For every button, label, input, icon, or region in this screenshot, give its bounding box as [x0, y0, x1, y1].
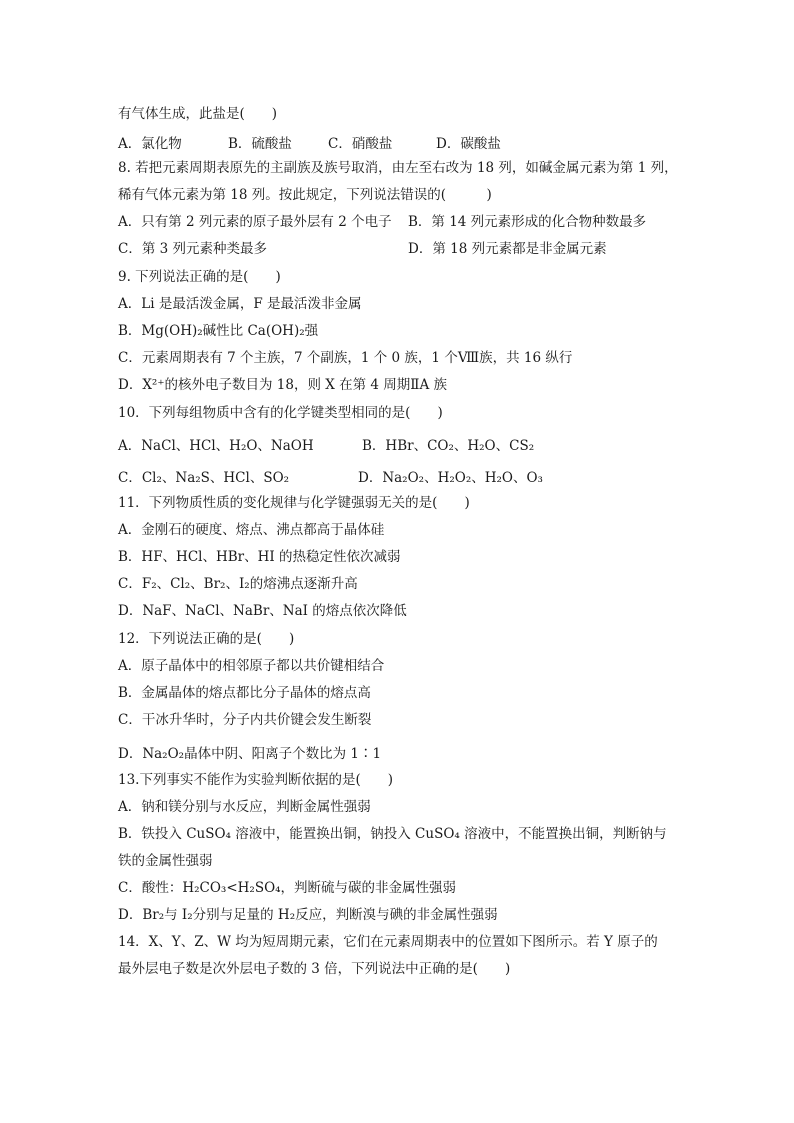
q7-option-a: A．氯化物: [118, 136, 182, 152]
q9-option-a: A．Li 是最活泼金属，F 是最活泼非金属: [118, 296, 362, 312]
q9-option-d: D．X²⁺的核外电子数目为 18，则 X 在第 4 周期ⅡA 族: [118, 377, 448, 393]
q11-option-a: A．金刚石的硬度、熔点、沸点都高于晶体硅: [118, 522, 385, 538]
q7-option-b: B．硫酸盐: [228, 136, 292, 152]
q14-stem-line1: 14．X、Y、Z、W 均为短周期元素，它们在元素周期表中的位置如下图所示。若 Y 原子的: [118, 934, 658, 950]
q13-option-c: C．酸性：H₂CO₃<H₂SO₄，判断硫与碳的非金属性强弱: [118, 880, 457, 896]
q11-stem: 11．下列物质性质的变化规律与化学键强弱无关的是( ): [118, 495, 470, 511]
q13-option-b-line2: 铁的金属性强弱: [118, 853, 213, 869]
q10-option-d: D．Na₂O₂、H₂O₂、H₂O、O₃: [358, 470, 543, 486]
q10-option-c: C．Cl₂、Na₂S、HCl、SO₂: [118, 470, 290, 486]
q8-option-d: D．第 18 列元素都是非金属元素: [408, 241, 607, 257]
q10-option-a: A．NaCl、HCl、H₂O、NaOH: [118, 438, 314, 454]
q8-option-b: B．第 14 列元素形成的化合物种数最多: [408, 214, 647, 230]
q7-option-d: D．碳酸盐: [436, 136, 501, 152]
q13-option-b-line1: B．铁投入 CuSO₄ 溶液中，能置换出铜，钠投入 CuSO₄ 溶液中，不能置换出铜，判断钠与: [118, 826, 667, 842]
q14-stem-line2: 最外层电子数是次外层电子数的 3 倍，下列说法中正确的是( ): [118, 961, 511, 977]
q13-option-d: D．Br₂与 I₂分别与足量的 H₂反应，判断溴与碘的非金属性强弱: [118, 907, 498, 923]
q12-option-d: D．Na₂O₂晶体中阴、阳离子个数比为 1∶1: [118, 746, 382, 762]
q11-option-b: B．HF、HCl、HBr、HI 的热稳定性依次减弱: [118, 549, 401, 565]
q12-option-c: C．干冰升华时，分子内共价键会发生断裂: [118, 712, 372, 728]
q12-option-a: A．原子晶体中的相邻原子都以共价键相结合: [118, 658, 385, 674]
q13-stem: 13.下列事实不能作为实验判断依据的是( ): [118, 772, 394, 788]
q7-option-c: C．硝酸盐: [328, 136, 393, 152]
q10-option-b: B．HBr、CO₂、H₂O、CS₂: [362, 438, 535, 454]
q13-option-a: A．钠和镁分别与水反应，判断金属性强弱: [118, 799, 371, 815]
q8-option-a: A．只有第 2 列元素的原子最外层有 2 个电子: [118, 214, 392, 230]
q7-tail: 有气体生成，此盐是( ): [118, 106, 278, 122]
q11-option-d: D．NaF、NaCl、NaBr、NaI 的熔点依次降低: [118, 603, 407, 619]
q12-option-b: B．金属晶体的熔点都比分子晶体的熔点高: [118, 685, 371, 701]
q8-stem-line1: 8. 若把元素周期表原先的主副族及族号取消，由左至右改为 18 列，如碱金属元素为第 1 列，: [118, 160, 678, 176]
q9-option-c: C．元素周期表有 7 个主族，7 个副族，1 个 0 族，1 个Ⅷ族，共 16 纵行: [118, 350, 573, 366]
q8-option-c: C．第 3 列元素种类最多: [118, 241, 268, 257]
q8-stem-line2: 稀有气体元素为第 18 列。按此规定，下列说法错误的( ): [118, 187, 492, 203]
q11-option-c: C．F₂、Cl₂、Br₂、I₂的熔沸点逐渐升高: [118, 576, 358, 592]
q9-stem: 9. 下列说法正确的是( ): [118, 269, 281, 285]
q12-stem: 12．下列说法正确的是( ): [118, 631, 295, 647]
q9-option-b: B．Mg(OH)₂碱性比 Ca(OH)₂强: [118, 323, 319, 339]
q10-stem: 10．下列每组物质中含有的化学键类型相同的是( ): [118, 405, 443, 421]
